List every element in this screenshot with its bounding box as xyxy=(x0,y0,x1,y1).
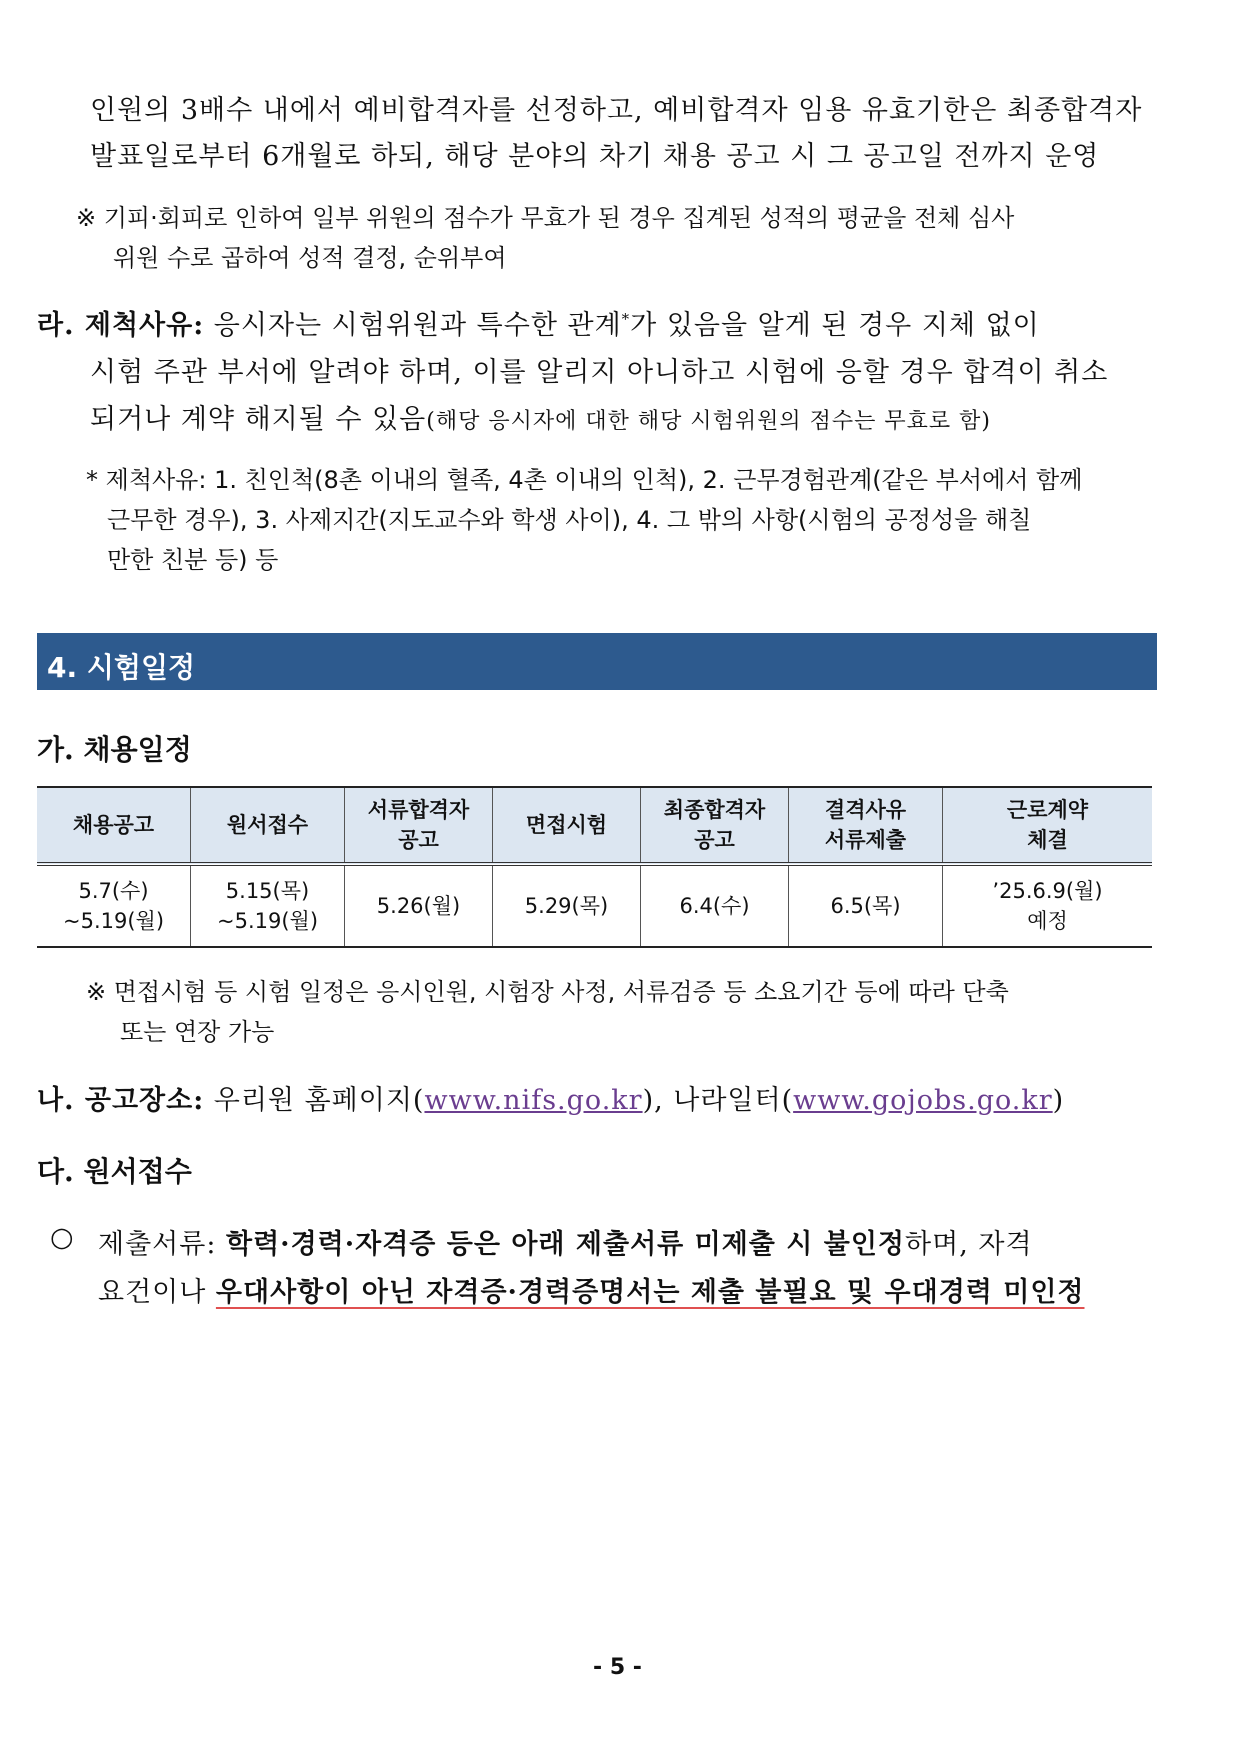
na-text-1: 우리원 홈페이지( xyxy=(204,1085,425,1116)
na-line xyxy=(37,1078,1064,1117)
schedule-note-line-2: 또는 연장 가능 xyxy=(120,1018,275,1046)
schedule-header-text: 공고 xyxy=(694,828,735,852)
schedule-cell xyxy=(345,864,493,947)
schedule-data-row xyxy=(37,864,1152,947)
schedule-note-line-1: ※ 면접시험 등 시험 일정은 응시인원, 시험장 사정, 서류검증 등 소요기간 등에 따라 단축 xyxy=(86,978,1009,1006)
intro-note-line-2: 위원 수로 곱하여 성적 결정, 순위부여 xyxy=(113,244,507,272)
schedule-cell-text: 6.4(수) xyxy=(679,894,750,918)
schedule-cell-text: ’25.6.9(월) xyxy=(992,879,1103,903)
schedule-cell-text: 5.26(월) xyxy=(376,894,461,918)
da-line1-tail: 하며, 자격 xyxy=(905,1229,1033,1260)
ra-line-3 xyxy=(90,397,991,436)
ra-footnote-line-2: 근무한 경우), 3. 사제지간(지도교수와 학생 사이), 4. 그 밖의 사항(시험의 공정성을 해칠 xyxy=(107,506,1032,534)
schedule-header-text: 원서접수 xyxy=(226,813,309,837)
schedule-cell-text: 예정 xyxy=(1027,909,1068,933)
schedule-header-cell xyxy=(943,787,1153,864)
schedule-header-cell xyxy=(641,787,789,864)
schedule-cell xyxy=(493,864,641,947)
schedule-cell xyxy=(191,864,345,947)
ra-label: 라. 제척사유: xyxy=(37,310,205,341)
da-line1-plain: 제출서류: xyxy=(98,1229,227,1260)
schedule-cell xyxy=(943,864,1153,947)
ga-heading: 가. 채용일정 xyxy=(37,733,192,766)
da-line-2 xyxy=(98,1270,1085,1309)
schedule-header-text: 채용공고 xyxy=(72,813,155,837)
da-line1-bold: 학력·경력·자격증 등은 아래 제출서류 미제출 시 불인정 xyxy=(226,1229,906,1260)
schedule-header-text: 체결 xyxy=(1027,828,1068,852)
schedule-header-text: 근로계약 xyxy=(1006,798,1089,822)
ra-line3-main: 되거나 계약 해지될 수 있음 xyxy=(90,404,427,435)
schedule-header-row xyxy=(37,787,1152,864)
schedule-table xyxy=(37,786,1152,948)
page-number: - 5 - xyxy=(593,1655,642,1680)
ra-line3-small: (해당 응시자에 대한 해당 시험위원의 점수는 무효로 함) xyxy=(426,409,991,434)
intro-line-2: 발표일로부터 6개월로 하되, 해당 분야의 차기 채용 공고 시 그 공고일 전까지 운영 xyxy=(90,141,1100,172)
schedule-header-text: 최종합격자 xyxy=(663,798,766,822)
schedule-cell xyxy=(789,864,943,947)
schedule-cell xyxy=(641,864,789,947)
ra-line-2: 시험 주관 부서에 알려야 하며, 이를 알리지 아니하고 시험에 응할 경우 합격이 취소 xyxy=(90,357,1109,388)
ra-footnote-line-3: 만한 친분 등) 등 xyxy=(107,546,279,574)
schedule-header-text: 서류합격자 xyxy=(367,798,470,822)
na-text-3: ) xyxy=(1052,1085,1065,1116)
schedule-header-text: 면접시험 xyxy=(525,813,608,837)
schedule-header-cell xyxy=(345,787,493,864)
intro-line-1: 인원의 3배수 내에서 예비합격자를 선정하고, 예비합격자 임용 유효기한은 최종합격자 xyxy=(90,95,1143,126)
schedule-cell-text: 5.29(목) xyxy=(524,894,609,918)
ra-footnote-line-1: * 제척사유: 1. 친인척(8촌 이내의 혈족, 4촌 이내의 인척), 2. 근무경험관계(같은 부서에서 함께 xyxy=(86,466,1083,494)
ra-footnote-mark: * xyxy=(621,310,631,328)
section-title: 4. 시험일정 xyxy=(47,651,196,684)
nifs-link[interactable]: www.nifs.go.kr xyxy=(424,1085,643,1116)
schedule-cell-text: 6.5(목) xyxy=(830,894,901,918)
schedule-header-cell xyxy=(37,787,191,864)
section-header-bar xyxy=(37,633,1157,690)
schedule-cell-text: 5.7(수) xyxy=(78,879,149,903)
da-line2-plain: 요건이나 xyxy=(98,1277,216,1308)
schedule-header-cell xyxy=(493,787,641,864)
na-label: 나. 공고장소: xyxy=(37,1085,205,1116)
da-heading: 다. 원서접수 xyxy=(37,1155,192,1188)
schedule-header-cell xyxy=(191,787,345,864)
schedule-header-cell xyxy=(789,787,943,864)
da-bullet: ○ xyxy=(50,1222,75,1253)
da-line2-bold: 우대사항이 아닌 자격증·경력증명서는 제출 불필요 및 우대경력 미인정 xyxy=(215,1277,1085,1308)
schedule-cell xyxy=(37,864,191,947)
schedule-header-text: 결격사유 xyxy=(824,798,907,822)
schedule-header-text: 공고 xyxy=(398,828,439,852)
gojobs-link[interactable]: www.gojobs.go.kr xyxy=(793,1085,1053,1116)
schedule-cell-text: 5.15(목) xyxy=(225,879,310,903)
da-line-1 xyxy=(98,1222,1033,1261)
ra-line1-text: 응시자는 시험위원과 특수한 관계 xyxy=(204,310,622,341)
ra-line-1 xyxy=(37,303,1040,342)
schedule-cell-text: ~5.19(월) xyxy=(62,909,165,933)
schedule-cell-text: ~5.19(월) xyxy=(216,909,319,933)
intro-note-line-1: ※ 기피·회피로 인하여 일부 위원의 점수가 무효가 된 경우 집계된 성적의 평균을 전체 심사 xyxy=(76,204,1015,232)
schedule-header-text: 서류제출 xyxy=(824,828,907,852)
ra-line1-tail: 가 있음을 알게 된 경우 지체 없이 xyxy=(630,310,1040,341)
na-text-2: ), 나라일터( xyxy=(642,1085,794,1116)
